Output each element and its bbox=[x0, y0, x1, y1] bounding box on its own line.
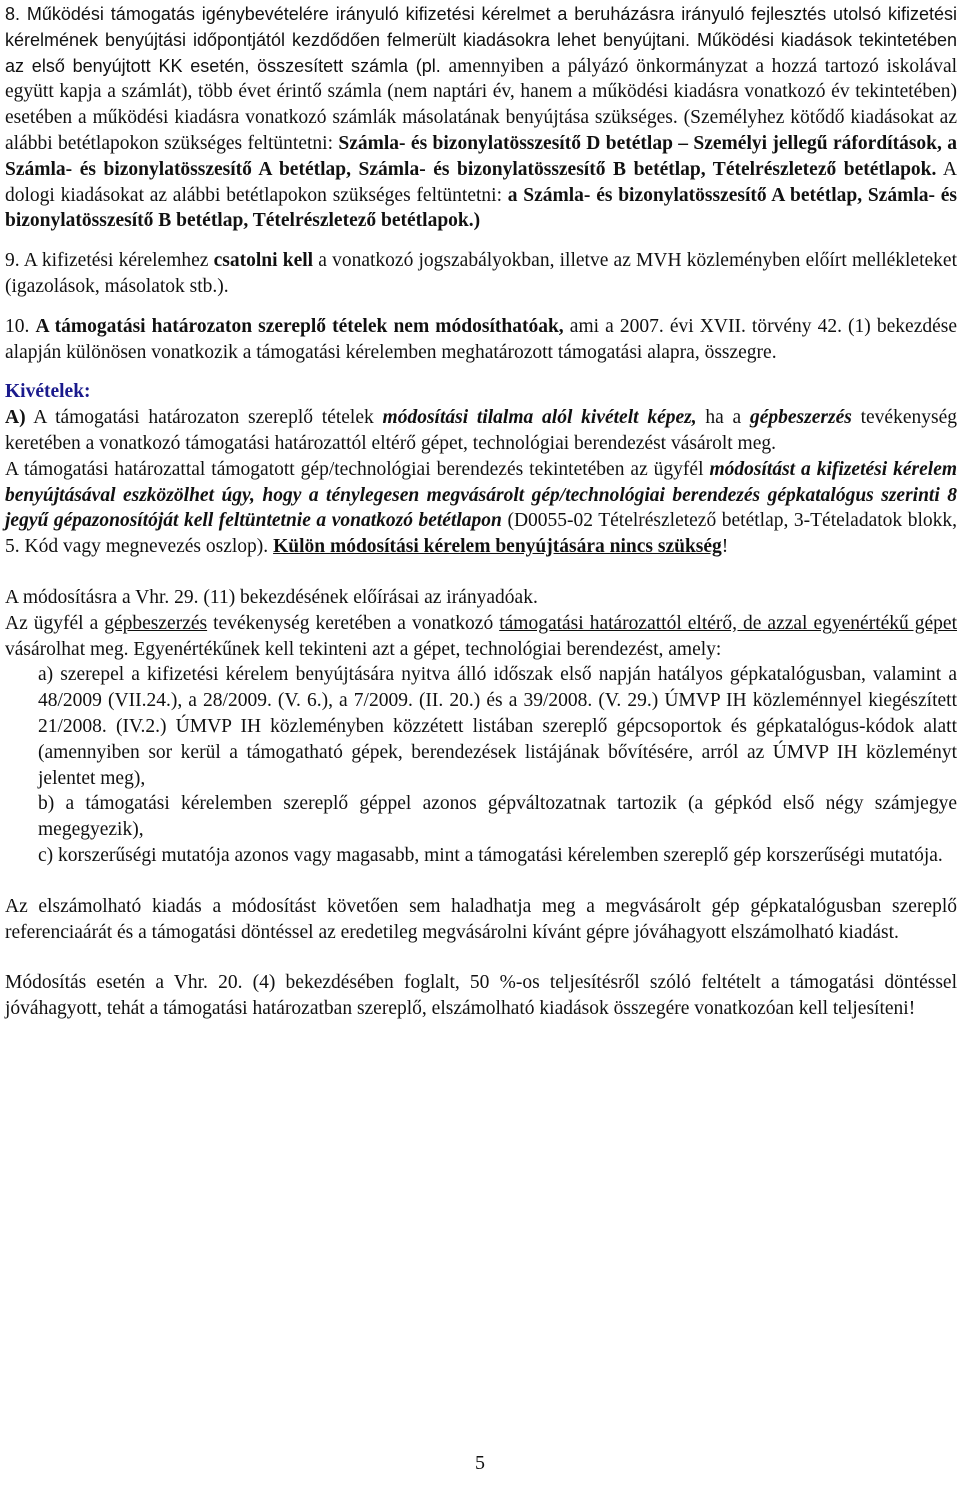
p9-text-2: a vonatkozó jogszabályokban, illetve az MVH közleményben előírt mellékleteket (igazolások, másolatok stb.). bbox=[5, 250, 957, 297]
exceptions-heading bbox=[5, 379, 957, 405]
p8-sans-text: 8. Működési támogatás igénybevételére irányuló kifizetési kérelmet a beruházásra irányuló fejlesztés utolsó kifizetési kérelmének benyújtási időpontjától kezdődően felmerült kiadásokra lehet benyújtani. Működési kiadások tekintetében az első benyújtott KK esetén, összesített számla (pl. bbox=[5, 4, 957, 76]
paragraph-10 bbox=[5, 314, 957, 366]
exception-a-emphasis-1: módosítási tilalma alól kivételt képez, bbox=[382, 407, 697, 429]
list-item-a: a) szerepel a kifizetési kérelem benyújtására nyitva álló időszak első napján hatályos gépkatalógusban, valamint a 48/2009 (VII.24.), a 28/2009. (V. 6.), a 7/2009. (II. 20.) és a 39/2008. (V. 29.) ÚMVP IH közleménnyel kiegészített 21/2008. (IV.2.) ÚMVP IH közleményben közzétett listában szereplő gépcsoportok és gépkatalógus-kódok alatt (amennyiben sor kerül a támogatható gépek, berendezések listájának bővítésére, arról az ÚMVP IH közleményt jelentet meg), bbox=[38, 664, 957, 789]
exceptions-heading-text: Kivételek: bbox=[5, 381, 91, 403]
p9-bold: csatolni kell bbox=[213, 250, 314, 272]
exception-a bbox=[5, 405, 957, 457]
p8-text-2: A dologi kiadásokat az alábbi betétlapokon szükséges feltüntetni: bbox=[5, 158, 957, 206]
page-number: 5 bbox=[475, 1452, 485, 1474]
p10-text: ami a 2007. évi XVII. törvény 42. (1) bekezdése alapján különösen vonatkozik a támogatási kérelemben meghatározott támogatási alapra, összegre. bbox=[5, 315, 958, 363]
eligible-expense-paragraph: Az elszámolható kiadás a módosítást követően sem haladhatja meg a megvásárolt gép gépkatalógusban szereplő referenciaárát és a támogatási döntéssel az eredetileg megvásárolni kívánt gépre jóváhagyott elszámolható kiadást. bbox=[5, 895, 957, 943]
modification-text-2: tevékenység keretében a vonatkozó bbox=[213, 612, 494, 634]
exception-a-text-3: tevékenység keretében a vonatkozó támogatási határozattól eltérő gépet, technológiai berendezést vásárolt meg. bbox=[5, 407, 957, 454]
modification-paragraph bbox=[5, 611, 957, 663]
exception-b-text-2: (D0055-02 Tételrészletező betétlap, 3-Tételadatok blokk, 5. Kód vagy megnevezés oszlop). bbox=[5, 510, 957, 558]
list-item-c: c) korszerűségi mutatója azonos vagy magasabb, mint a támogatási kérelemben szereplő gép korszerűségi mutatója. bbox=[38, 844, 943, 866]
paragraph-9 bbox=[5, 248, 957, 300]
exception-b-emphasis: módosítást a kifizetési kérelem benyújtásával eszközölhet úgy, hogy a ténylegesen megvásárolt gép/technológiai berendezés gépkatalógus szerinti 8 jegyű gépazonosítóját kell feltüntetnie a vonatkozó betétlapon bbox=[5, 458, 958, 532]
p9-text-1: 9. A kifizetési kérelemhez bbox=[5, 250, 209, 272]
exception-a-label: A) bbox=[5, 407, 26, 429]
exception-b bbox=[5, 457, 957, 560]
modification-text-1: Az ügyfél a bbox=[5, 612, 99, 634]
p8-text-1: amennyiben a pályázó önkormányzat a hozzá tartozó iskolával együtt kapja a számlát), több évet érintő számla (nem naptári év, hanem a működési kiadásra vonatkozó év tekintetében) esetében a működési kiadásra vonatkozó számlák másolatának benyújtása szükséges. (Személyhez kötődő kiadásokat az alábbi betétlapokon szükséges feltüntetni: bbox=[5, 55, 958, 154]
p10-number: 10. bbox=[5, 315, 30, 337]
p8-bold-1: Számla- és bizonylatösszesítő D betétlap – Személyi jellegű ráfordítások, a Számla- és bizonylatösszesítő A betétlap, Számla- és bizonylatösszesítő B betétlap, Tételrészletező betétlapok. bbox=[5, 132, 958, 180]
exception-a-text-1: A támogatási határozaton szereplő tételek bbox=[33, 407, 374, 429]
modification-rule-text: A módosításra a Vhr. 29. (11) bekezdésének előírásai az irányadóak. bbox=[5, 586, 538, 608]
exception-a-emphasis-2: gépbeszerzés bbox=[750, 407, 852, 429]
p10-bold: A támogatási határozaton szereplő tételek nem módosíthatóak, bbox=[35, 315, 564, 337]
modification-rule bbox=[5, 585, 957, 611]
p8-bold-2: a Számla- és bizonylatösszesítő A betétlap, Számla- és bizonylatösszesítő B betétlap, Tételrészletező betétlapok.) bbox=[5, 184, 957, 232]
modification-underlined-1: gépbeszerzés bbox=[104, 612, 208, 634]
list-item-b: b) a támogatási kérelemben szereplő géppel azonos gépváltozatnak tartozik (a gépkód első négy számjegye megegyezik), bbox=[38, 793, 957, 841]
exception-a-text-2: ha a bbox=[705, 407, 742, 429]
modification-underlined-2: támogatási határozattól eltérő, de azzal egyenértékű gépet bbox=[499, 612, 958, 634]
exception-b-underlined: Külön módosítási kérelem benyújtására nincs szükség bbox=[273, 536, 722, 558]
paragraph-8 bbox=[5, 2, 957, 234]
modification-text-3: vásárolhat meg. Egyenértékűnek kell tekinteni azt a gépet, technológiai berendezést, amely: bbox=[5, 638, 722, 660]
vhr20-paragraph: Módosítás esetén a Vhr. 20. (4) bekezdésében foglalt, 50 %-os teljesítésről szóló feltételt a támogatási döntéssel jóváhagyott, tehát a támogatási határozatban szereplő, elszámolható kiadások összegére vonatkozóan kell teljesíteni! bbox=[5, 972, 957, 1020]
exception-b-text-1: A támogatási határozattal támogatott gép/technológiai berendezés tekintetében az ügyfél bbox=[5, 458, 704, 480]
exception-b-text-3: ! bbox=[721, 536, 729, 558]
